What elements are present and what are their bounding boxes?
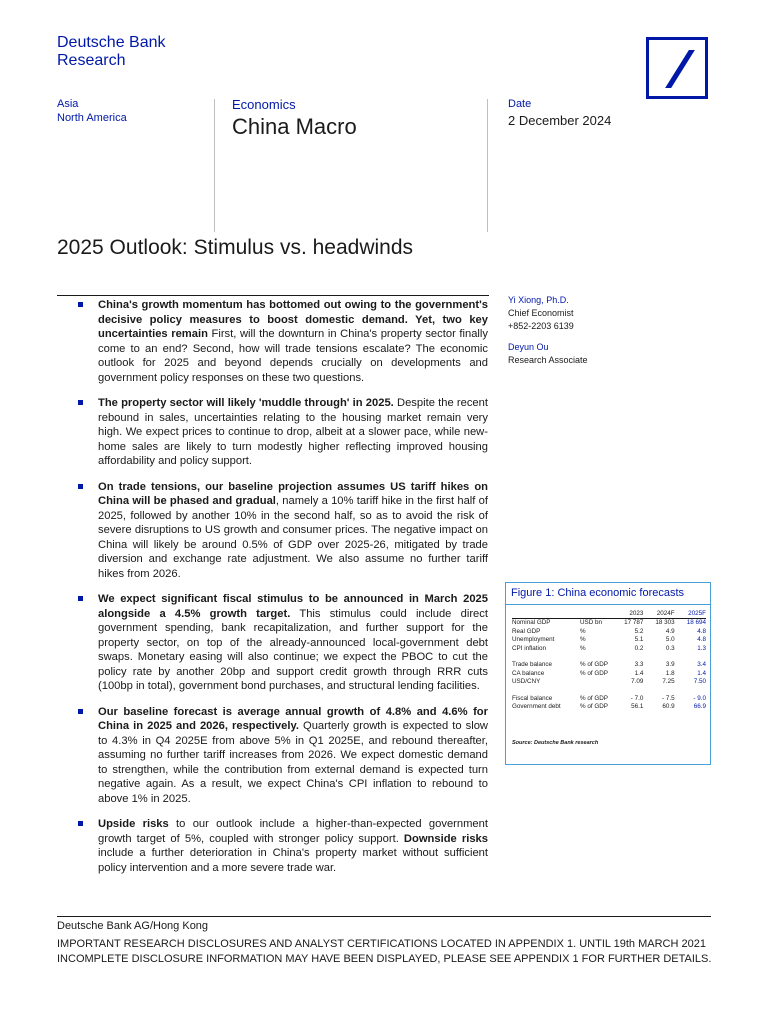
summary-bullet bbox=[76, 817, 488, 875]
author-name[interactable]: Yi Xiong, Ph.D. bbox=[508, 295, 569, 305]
figure-title-rule bbox=[506, 604, 710, 605]
summary-bullet bbox=[76, 298, 488, 385]
cell-2023: 17 787 bbox=[624, 619, 644, 626]
bullet-body-secondary: include a further deterioration in China's property market without sufficient policy intervention and a more severe trade war. bbox=[98, 847, 488, 874]
cell-2024f: 3.9 bbox=[665, 661, 675, 668]
section-title: China Macro bbox=[232, 114, 357, 139]
table-row bbox=[512, 670, 706, 679]
date-value: 2 December 2024 bbox=[508, 113, 612, 128]
row-label: Unemployment bbox=[512, 636, 555, 643]
logo-slash bbox=[665, 50, 695, 88]
summary-bullet-list bbox=[76, 298, 488, 886]
cell-2023: 5.2 bbox=[634, 627, 644, 635]
bullet-body: This stimulus could include direct government spending, bank recapitalization, and further support for the property sector, on top of the already-announced local-government debt swaps. Monetary easing will also continue; we expect the PBOC to cut the policy rate by another 20bp and support credit growth through RRR cuts (100bp in total), government bond purchases, and structural lending facilities. bbox=[98, 607, 488, 692]
row-unit: % bbox=[580, 627, 586, 635]
table-row bbox=[512, 645, 706, 654]
table-spacer-row bbox=[512, 653, 706, 661]
bullet-square-icon bbox=[78, 302, 83, 307]
section-kicker: Economics bbox=[232, 97, 296, 112]
footer-entity: Deutsche Bank AG/Hong Kong bbox=[57, 920, 209, 932]
bullet-square-icon bbox=[78, 596, 83, 601]
row-unit bbox=[578, 678, 612, 687]
cell-2025f: 4.8 bbox=[697, 636, 706, 643]
author-title: Chief Economist bbox=[508, 308, 574, 318]
cell-2023: 3.3 bbox=[634, 661, 644, 668]
row-unit: % of GDP bbox=[580, 661, 608, 668]
cell-2025f: 66.9 bbox=[693, 703, 706, 710]
cell-2025f: - 9.0 bbox=[693, 694, 706, 702]
cell-2025f: 1.3 bbox=[697, 644, 706, 652]
cell-2023: 56.1 bbox=[631, 703, 644, 710]
author-phone: +852-2203 6139 bbox=[508, 321, 574, 331]
region-item: North America bbox=[57, 112, 127, 124]
bullet-lead: Our baseline forecast is average annual growth of 4.8% and 4.6% for China in 2025 and 2026, respectively. bbox=[98, 705, 488, 732]
column-header: 2023 bbox=[612, 609, 643, 619]
section-block bbox=[232, 97, 357, 140]
figure-source: Source: Deutsche Bank research bbox=[512, 740, 599, 746]
bullet-square-icon bbox=[78, 709, 83, 714]
header-divider-left bbox=[214, 99, 215, 232]
footer-rule bbox=[57, 916, 711, 917]
cell-2025f: 18 694 bbox=[686, 619, 706, 626]
row-unit: % bbox=[580, 644, 586, 652]
row-label: USD/CNY bbox=[512, 678, 541, 685]
bullet-body: to our outlook include a higher-than-expected government growth target of 5%, coupled with stronger policy support. bbox=[98, 818, 488, 845]
bullet-square-icon bbox=[78, 400, 83, 405]
cell-2025f: 7.50 bbox=[693, 678, 706, 685]
cell-2023: 0.2 bbox=[634, 644, 644, 652]
report-headline: 2025 Outlook: Stimulus vs. headwinds bbox=[57, 236, 414, 259]
cell-2025f: 4.8 bbox=[697, 627, 706, 635]
row-unit: % of GDP bbox=[580, 703, 608, 710]
column-header: 2025F bbox=[675, 609, 706, 619]
row-label: CA balance bbox=[512, 669, 545, 677]
table-row bbox=[512, 636, 706, 645]
summary-bullet bbox=[76, 396, 488, 469]
cell-2024f: 4.9 bbox=[665, 627, 675, 635]
row-unit: % of GDP bbox=[580, 669, 608, 677]
date-block bbox=[508, 97, 611, 129]
cell-2025f: 3.4 bbox=[697, 661, 706, 668]
table-row bbox=[512, 661, 706, 670]
row-label: Fiscal balance bbox=[512, 694, 553, 702]
cell-2023: 7.09 bbox=[631, 678, 644, 685]
author-name[interactable]: Deyun Ou bbox=[508, 342, 549, 352]
bullet-lead: China's growth momentum has bottomed out owing to the government's decisive policy measures to boost domestic demand. Yet, two key uncertainties remain bbox=[98, 299, 488, 340]
bullet-body: First, will the downturn in China's property sector finally come to an end? Second, how will trade tensions escalate? The economic outlook for 2025 and beyond depends crucially on developments and government policy responses on these two questions. bbox=[98, 328, 488, 384]
region-list bbox=[57, 97, 127, 125]
bullet-lead: Upside risks bbox=[98, 818, 169, 830]
row-label: Government debt bbox=[512, 703, 561, 710]
forecast-figure bbox=[505, 582, 711, 765]
cell-2024f: 1.8 bbox=[665, 669, 675, 677]
cell-2024f: 7.25 bbox=[662, 678, 675, 685]
bullet-lead: On trade tensions, our baseline projection assumes US tariff hikes on China will be phased and gradual bbox=[98, 480, 488, 507]
column-header: 2024F bbox=[643, 609, 674, 619]
row-label: CPI inflation bbox=[512, 644, 546, 652]
bullet-body: Despite the recent rebound in sales, uncertainties relating to the housing market remain very high. We expect prices to continue to drop, albeit at a slower pace, while new-home sales are likely to turn modestly higher reflecting improved housing affordability and policy support. bbox=[98, 397, 488, 467]
author-panel bbox=[508, 294, 588, 367]
cell-2024f: - 7.5 bbox=[662, 694, 675, 702]
table-row bbox=[512, 703, 706, 712]
figure-title: Figure 1: China economic forecasts bbox=[511, 587, 685, 599]
brand-line-1: Deutsche Bank bbox=[57, 34, 166, 51]
cell-2024f: 0.3 bbox=[665, 644, 675, 652]
table-header-row bbox=[512, 609, 706, 619]
table-row bbox=[512, 678, 706, 687]
row-unit: % bbox=[580, 636, 586, 643]
bullet-square-icon bbox=[78, 821, 83, 826]
table-spacer-row bbox=[512, 687, 706, 695]
author-title: Research Associate bbox=[508, 355, 588, 365]
region-item: Asia bbox=[57, 98, 79, 110]
forecast-table bbox=[512, 609, 706, 712]
cell-2024f: 60.9 bbox=[662, 703, 675, 710]
cell-2024f: 18 303 bbox=[655, 619, 675, 626]
brand-wordmark bbox=[57, 34, 166, 70]
row-label: Trade balance bbox=[512, 661, 553, 668]
cell-2025f: 1.4 bbox=[697, 669, 706, 677]
header-divider-right bbox=[487, 99, 488, 232]
cell-2023: 1.4 bbox=[634, 669, 644, 677]
cell-2024f: 5.0 bbox=[665, 636, 675, 643]
brand-line-2: Research bbox=[57, 52, 126, 69]
row-label: Real GDP bbox=[512, 627, 541, 635]
summary-bullet bbox=[76, 480, 488, 582]
summary-top-rule bbox=[57, 295, 489, 296]
bullet-square-icon bbox=[78, 484, 83, 489]
table-row bbox=[512, 695, 706, 704]
bullet-lead: The property sector will likely 'muddle through' in 2025. bbox=[98, 397, 394, 409]
table-row bbox=[512, 628, 706, 637]
row-unit: USD bn bbox=[580, 619, 603, 626]
bullet-lead: We expect significant fiscal stimulus to be announced in March 2025 alongside a 4.5% growth target. bbox=[98, 593, 488, 620]
footer-disclosure: IMPORTANT RESEARCH DISCLOSURES AND ANALYST CERTIFICATIONS LOCATED IN APPENDIX 1. UNTIL 19th MARCH 2021 INCOMPLETE DISCLOSURE INFORMATION MAY HAVE BEEN DISPLAYED, PLEASE SEE APPENDIX 1 FOR FURTHER DETAILS. bbox=[57, 938, 712, 965]
cell-2023: - 7.0 bbox=[630, 694, 644, 702]
bullet-body: Quarterly growth is expected to slow to 4.3% in Q4 2025E from above 5% in Q1 2025E, and rebound thereafter, assuming no further tariff increases from 2026. We expect domestic demand to strengthen, while the contribution from external demand is expected turn negative again. As a result, we expect China's CPI inflation to rebound to above 1% in 2025. bbox=[98, 720, 488, 805]
bullet-lead-secondary: Downside risks bbox=[403, 832, 488, 845]
date-label: Date bbox=[508, 98, 532, 110]
deutsche-bank-logo-icon bbox=[646, 37, 708, 99]
summary-bullet bbox=[76, 592, 488, 694]
cell-2023: 5.1 bbox=[634, 636, 644, 643]
summary-bullet bbox=[76, 705, 488, 807]
row-label: Nominal GDP bbox=[512, 619, 551, 626]
bullet-body: , namely a 10% tariff hike in the first half of 2025, followed by another 10% in the second half, so as to avoid the risk of severe disruptions to US growth and consumer prices. The negative impact on China will likely be around 0.5% of GDP over 2025-26, mitigated by trade diversion and exchange rate adjustment. We also assume no further tariff hikes from 2026. bbox=[98, 495, 488, 580]
row-unit: % of GDP bbox=[580, 694, 608, 702]
table-row bbox=[512, 619, 706, 628]
